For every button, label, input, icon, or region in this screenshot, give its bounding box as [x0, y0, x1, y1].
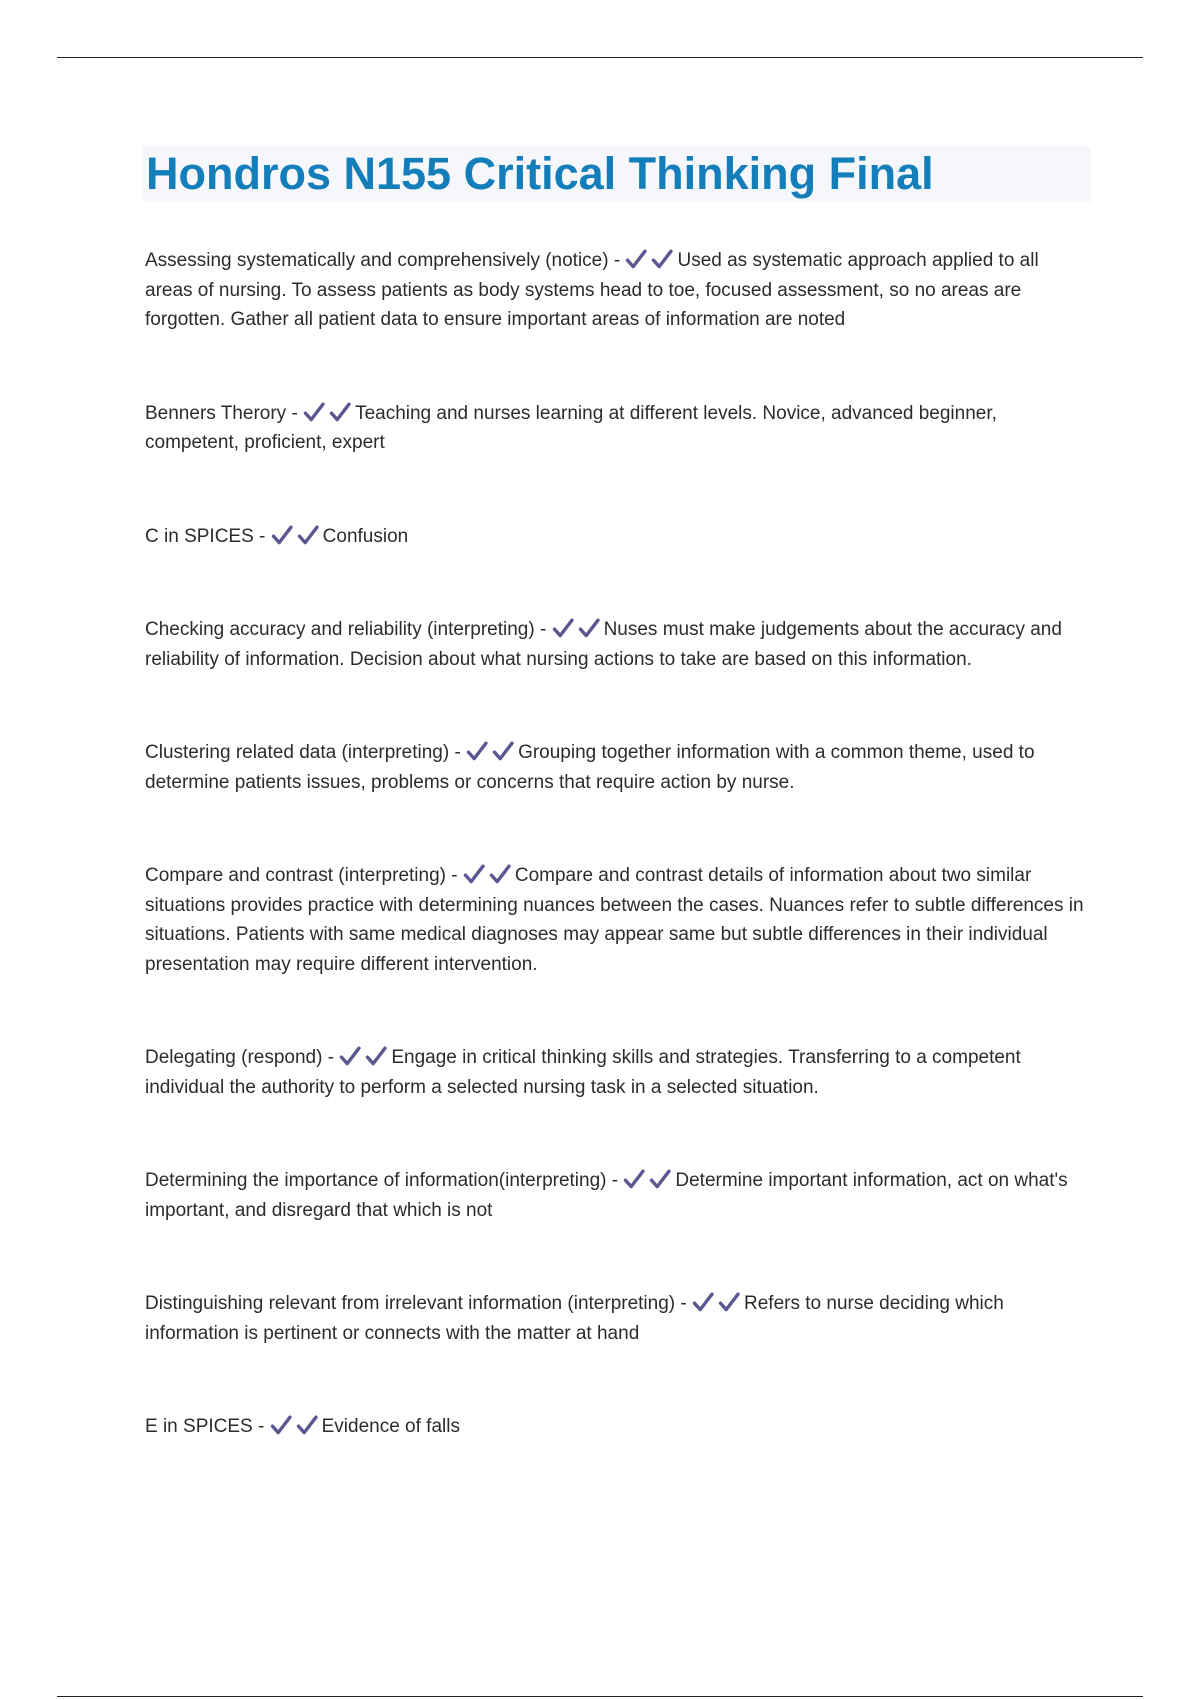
entry-assessing	[145, 246, 1090, 335]
check-mark-icon	[339, 1045, 361, 1067]
check-mark-icon	[692, 1291, 714, 1313]
entry-clustering	[145, 738, 1090, 797]
entry-definition: Nuses must make judgements about the accuracy and reliability of information. Decision about what nursing actions to take are based on this information.	[145, 619, 1062, 670]
check-mark-icon	[623, 1168, 645, 1190]
document-title: Hondros N155 Critical Thinking Final	[146, 148, 934, 199]
entry-separator: -	[286, 402, 304, 424]
entry-term: Assessing systematically and comprehensively (notice)	[145, 250, 609, 271]
entry-benners	[145, 399, 1090, 458]
entry-e-in-spices	[145, 1412, 1090, 1442]
entries-list	[145, 246, 1090, 1506]
entry-checking-accuracy	[145, 615, 1090, 674]
check-mark-icon	[296, 1414, 318, 1436]
title-band	[142, 146, 1091, 202]
check-mark-icon	[466, 740, 488, 762]
entry-definition: Evidence of falls	[321, 1416, 460, 1437]
check-mark-icon	[489, 863, 511, 885]
entry-separator: -	[253, 525, 271, 547]
check-mark-icon	[329, 401, 351, 423]
footer-rule	[57, 1696, 1143, 1697]
entry-separator: -	[675, 1293, 693, 1314]
entry-term: Distinguishing relevant from irrelevant information (interpreting)	[145, 1293, 676, 1314]
entry-separator: -	[449, 742, 467, 763]
entry-term: Delegating (respond)	[145, 1047, 323, 1068]
check-mark-icon	[492, 740, 514, 762]
check-mark-icon	[463, 863, 485, 885]
entry-term: Compare and contrast (interpreting)	[145, 865, 446, 886]
check-mark-icon	[578, 617, 600, 639]
check-mark-icon	[651, 248, 673, 270]
entry-separator: -	[608, 250, 626, 271]
check-mark-icon	[271, 524, 293, 546]
entry-c-in-spices	[145, 522, 1090, 552]
check-mark-icon	[365, 1045, 387, 1067]
check-mark-icon	[303, 401, 325, 423]
check-mark-icon	[718, 1291, 740, 1313]
header-rule	[57, 57, 1143, 58]
entry-term: E in SPICES	[145, 1416, 253, 1437]
entry-term: Checking accuracy and reliability (interpreting)	[145, 619, 535, 640]
entry-distinguishing-relevant	[145, 1289, 1090, 1348]
entry-definition: Used as systematic approach applied to all areas of nursing. To assess patients as body systems head to toe, focused assessment, so no areas are forgotten. Gather all patient data to ensure important areas of information are noted	[145, 250, 1039, 330]
entry-term: C in SPICES	[145, 525, 254, 547]
entry-separator: -	[445, 865, 463, 886]
entry-separator: -	[252, 1416, 270, 1437]
entry-separator: -	[534, 619, 552, 640]
entry-separator: -	[606, 1170, 624, 1191]
check-mark-icon	[270, 1414, 292, 1436]
entry-definition: Refers to nurse deciding which information is pertinent or connects with the matter at hand	[145, 1293, 1004, 1344]
check-mark-icon	[552, 617, 574, 639]
entry-definition: Engage in critical thinking skills and strategies. Transferring to a competent individual the authority to perform a selected nursing task in a selected situation.	[145, 1047, 1021, 1098]
entry-separator: -	[322, 1047, 340, 1068]
check-mark-icon	[649, 1168, 671, 1190]
entry-determining-importance	[145, 1166, 1090, 1225]
entry-definition: Compare and contrast details of information about two similar situations provides practice with determining nuances between the cases. Nuances refer to subtle differences in situations. Patients with same medical diagnoses may appear same but subtle differences in their individual presentation may require different intervention.	[145, 865, 1084, 975]
entry-definition: Confusion	[322, 525, 409, 547]
entry-term: Clustering related data (interpreting)	[145, 742, 450, 763]
check-mark-icon	[625, 248, 647, 270]
entry-definition: Teaching and nurses learning at different levels. Novice, advanced beginner, competent, proficient, expert	[145, 402, 997, 453]
check-mark-icon	[297, 524, 319, 546]
entry-term: Determining the importance of information(interpreting)	[145, 1170, 607, 1191]
entry-definition: Determine important information, act on what's important, and disregard that which is not	[145, 1170, 1068, 1221]
entry-term: Benners Therory	[145, 402, 287, 424]
entry-compare-contrast	[145, 861, 1090, 979]
entry-delegating	[145, 1043, 1090, 1102]
entry-definition: Grouping together information with a common theme, used to determine patients issues, problems or concerns that require action by nurse.	[145, 742, 1035, 793]
